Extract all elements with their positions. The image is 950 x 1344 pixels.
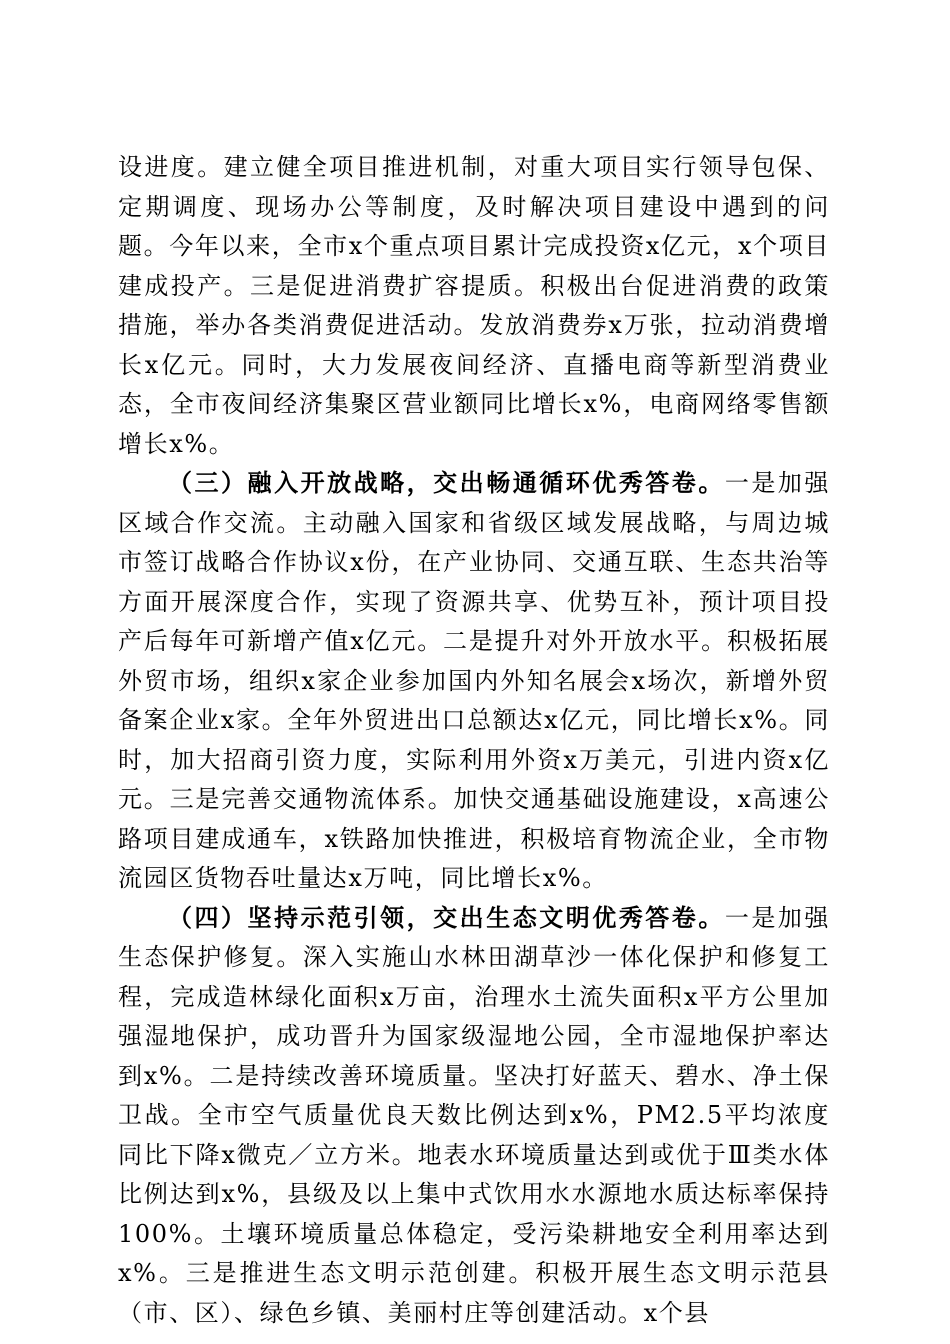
paragraph-section-four (118, 899, 830, 1334)
paragraph-body: 一是加强生态保护修复。深入实施山水林田湖草沙一体化保护和修复工程，完成造林绿化面积x万亩，治理水土流失面积x平方公里加强湿地保护，成功晋升为国家级湿地公园，全市湿地保护率达到x%。二是持续改善环境质量。坚决打好蓝天、碧水、净土保卫战。全市空气质量优良天数比例达到x%，PM2.5平均浓度同比下降x微克／立方米。地表水环境质量达到或优于Ⅲ类水体比例达到x%，县级及以上集中式饮用水水源地水质达标率保持100%。土壤环境质量总体稳定，受污染耕地安全利用率达到x%。三是推进生态文明示范创建。积极开展生态文明示范县（市、区）、绿色乡镇、美丽村庄等创建活动。x个县 (118, 903, 830, 1327)
paragraph-body: 一是加强区域合作交流。主动融入国家和省级区域发展战略，与周边城市签订战略合作协议x份，在产业协同、交通互联、生态共治等方面开展深度合作，实现了资源共享、优势互补，预计项目投产后每年可新增产值x亿元。二是提升对外开放水平。积极拓展外贸市场，组织x家企业参加国内外知名展会x场次，新增外贸备案企业x家。全年外贸进出口总额达x亿元，同比增长x%。同时，加大招商引资力度，实际利用外资x万美元，引进内资x亿元。三是完善交通物流体系。加快交通基础设施建设，x高速公路项目建成通车，x铁路加快推进，积极培育物流企业，全市物流园区货物吞吐量达x万吨，同比增长x%。 (118, 469, 830, 892)
paragraph-section-three (118, 464, 830, 899)
document-page (118, 148, 830, 1333)
section-heading: （四）坚持示范引领，交出生态文明优秀答卷。 (168, 903, 725, 932)
paragraph-body: 设进度。建立健全项目推进机制，对重大项目实行领导包保、定期调度、现场办公等制度，及时解决项目建设中遇到的问题。今年以来，全市x个重点项目累计完成投资x亿元，x个项目建成投产。三是促进消费扩容提质。积极出台促进消费的政策措施，举办各类消费促进活动。发放消费券x万张，拉动消费增长x亿元。同时，大力发展夜间经济、直播电商等新型消费业态，全市夜间经济集聚区营业额同比增长x%，电商网络零售额增长x%。 (118, 153, 830, 458)
paragraph-continuation (118, 148, 830, 464)
section-heading: （三）融入开放战略，交出畅通循环优秀答卷。 (168, 469, 725, 497)
